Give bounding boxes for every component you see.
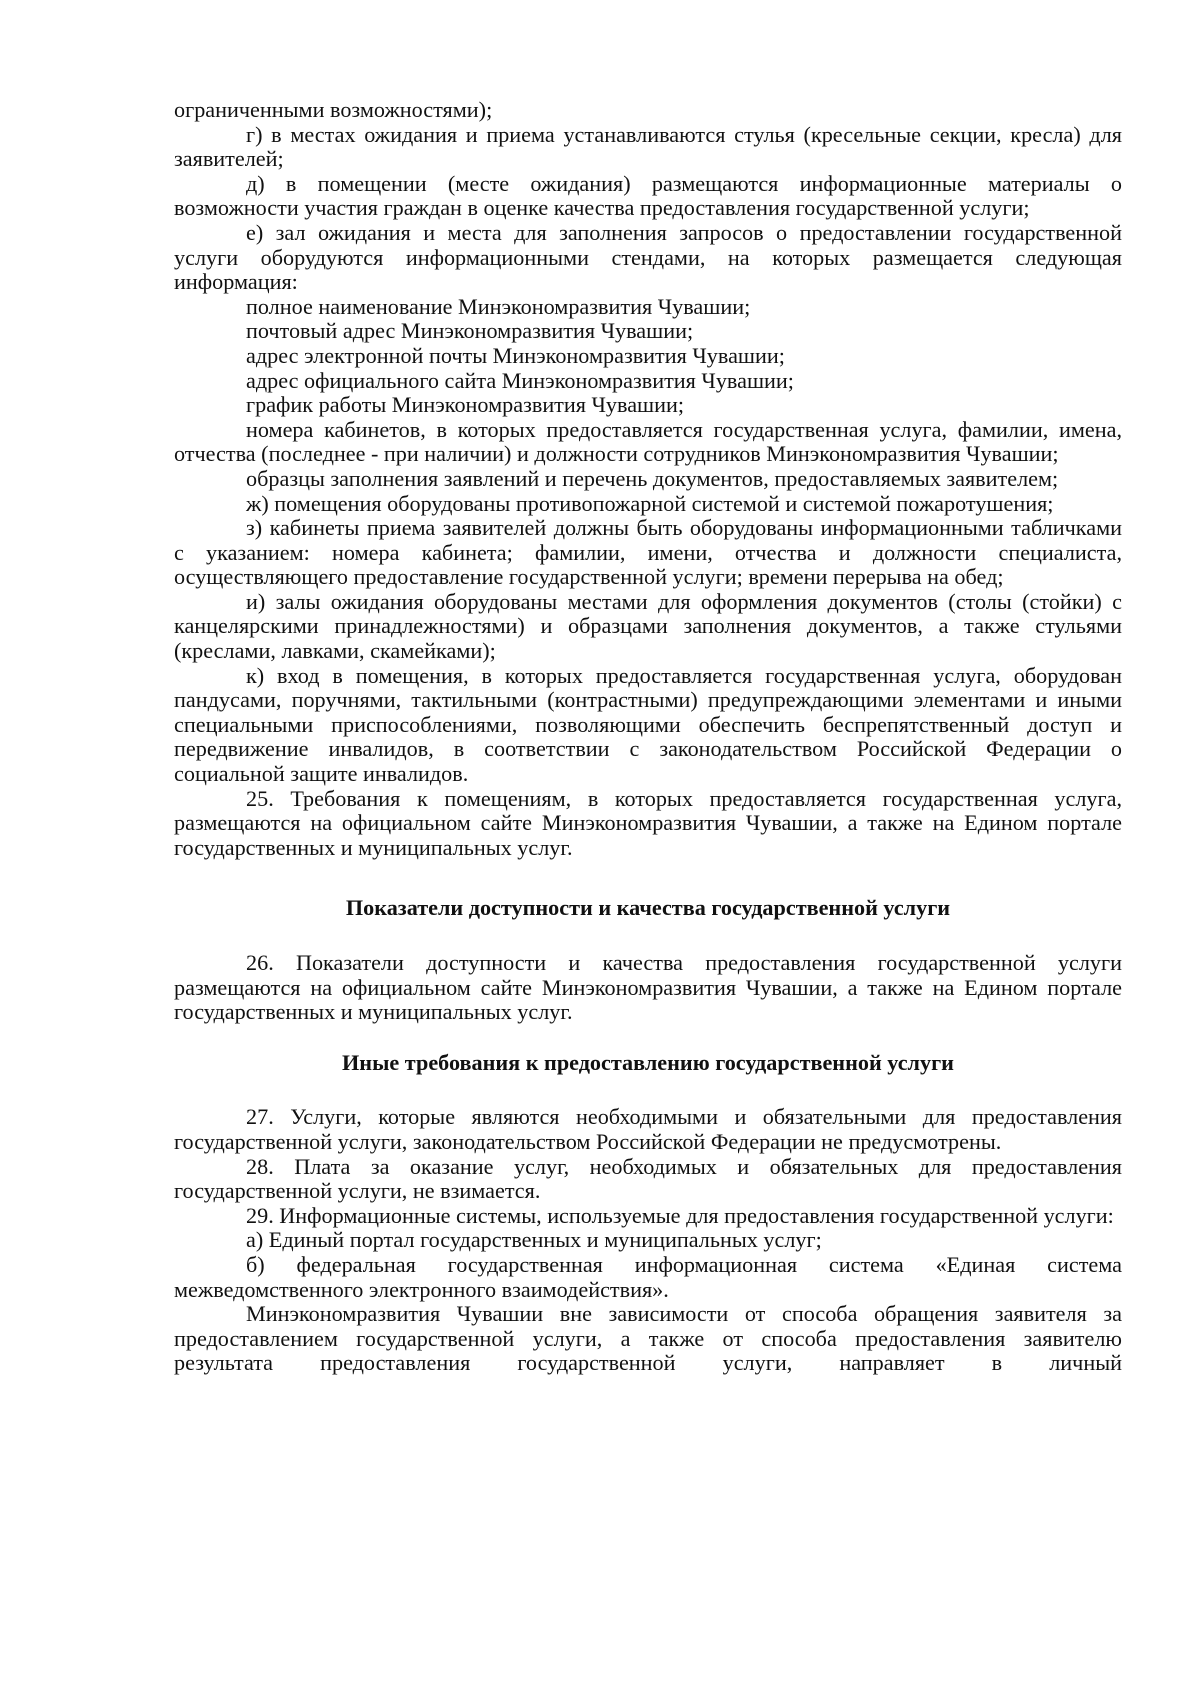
- paragraph-final: Минэкономразвития Чувашии вне зависимости от способа обращения заявителя за предоставлением государственной услуги, а также от способа предоставления заявителю результата предоставления государственной услуги, направляет в личный: [174, 1301, 1122, 1376]
- paragraph-item-zh: ж) помещения оборудованы противопожарной системой и системой пожаротушения;: [246, 490, 1054, 516]
- paragraph: ограниченными возможностями);: [174, 97, 493, 122]
- section-heading-other-requirements: Иные требования к предоставлению государственной услуги: [342, 1049, 954, 1075]
- document-body: [174, 98, 1122, 1376]
- paragraph-item-z: з) кабинеты приема заявителей должны быть оборудованы информационными табличками с указанием: номера кабинета; фамилии, имени, отчества и должности специалиста, осуществляющего предоставление государственной услуги; времени перерыва на обед;: [174, 515, 1122, 590]
- info-list-item: номера кабинетов, в которых предоставляется государственная услуга, фамилии, имена, отчества (последнее - при наличии) и должности сотрудников Минэкономразвития Чувашии;: [174, 416, 1122, 467]
- info-list-item: полное наименование Минэкономразвития Чувашии;: [246, 293, 751, 319]
- paragraph-26: 26. Показатели доступности и качества предоставления государственной услуги размещаются на официальном сайте Минэкономразвития Чувашии, а также на Едином портале государственных и муниципальных услуг.: [174, 950, 1122, 1025]
- paragraph-item-d: д) в помещении (месте ожидания) размещаются информационные материалы о возможности участия граждан в оценке качества предоставления государственной услуги;: [174, 170, 1122, 221]
- info-list-item: график работы Минэкономразвития Чувашии;: [246, 392, 685, 418]
- info-list-item: почтовый адрес Минэкономразвития Чувашии;: [246, 318, 694, 344]
- paragraph-29: 29. Информационные системы, используемые для предоставления государственной услуги:: [246, 1202, 1114, 1228]
- paragraph-29-b: б) федеральная государственная информационная система «Единая система межведомственного электронного взаимодействия».: [174, 1251, 1122, 1302]
- paragraph-25: 25. Требования к помещениям, в которых предоставляется государственная услуга, размещаются на официальном сайте Минэкономразвития Чувашии, а также на Едином портале государственных и муниципальных услуг.: [174, 785, 1122, 860]
- paragraph-item-k: к) вход в помещения, в которых предоставляется государственная услуга, оборудован пандусами, поручнями, тактильными (контрастными) предупреждающими элементами и иными специальными приспособлениями, позволяющими обеспечить беспрепятственный доступ и передвижение инвалидов, в соответствии с законодательством Российской Федерации о социальной защите инвалидов.: [174, 662, 1122, 787]
- spacer: [174, 1075, 1122, 1105]
- paragraph-item-g: г) в местах ожидания и приема устанавливаются стулья (кресельные секции, кресла) для заявителей;: [174, 121, 1122, 172]
- paragraph-28: 28. Плата за оказание услуг, необходимых и обязательных для предоставления государственной услуги, не взимается.: [174, 1153, 1122, 1204]
- paragraph-item-i: и) залы ожидания оборудованы местами для оформления документов (столы (стойки) с канцелярскими принадлежностями) и образцами заполнения документов, а также стульями (креслами, лавками, скамейками);: [174, 588, 1122, 664]
- info-list-item: адрес официального сайта Минэкономразвития Чувашии;: [246, 367, 794, 393]
- paragraph-item-e: е) зал ожидания и места для заполнения запросов о предоставлении государственной услуги оборудуются информационными стендами, на которых размещается следующая информация:: [174, 219, 1122, 295]
- paragraph-27: 27. Услуги, которые являются необходимыми и обязательными для предоставления государственной услуги, законодательством Российской Федерации не предусмотрены.: [174, 1104, 1122, 1154]
- info-list-item: адрес электронной почты Минэкономразвития Чувашии;: [246, 342, 785, 368]
- info-list-item: образцы заполнения заявлений и перечень документов, предоставляемых заявителем;: [246, 465, 1059, 491]
- spacer: [174, 1025, 1122, 1051]
- spacer: [174, 860, 1122, 896]
- paragraph-29-a: а) Единый портал государственных и муниципальных услуг;: [246, 1227, 822, 1253]
- spacer: [174, 921, 1122, 951]
- section-heading-availability: Показатели доступности и качества государственной услуги: [345, 895, 951, 921]
